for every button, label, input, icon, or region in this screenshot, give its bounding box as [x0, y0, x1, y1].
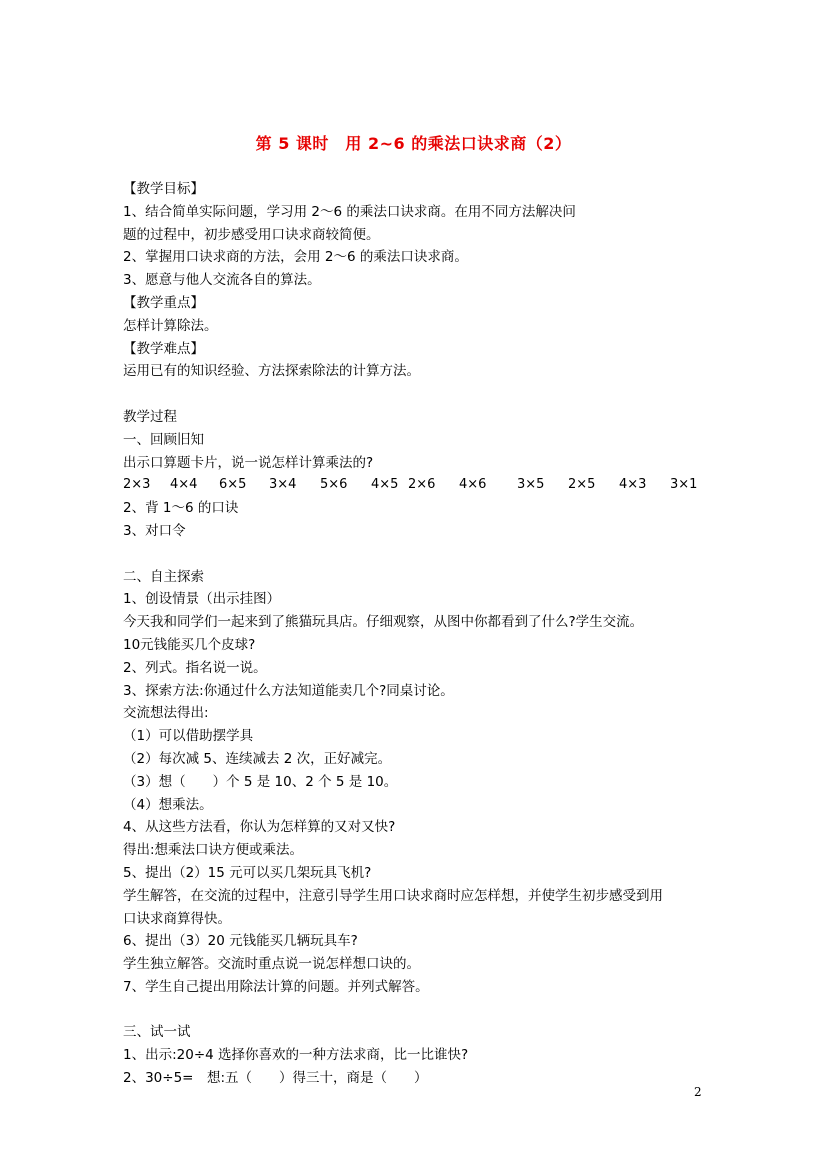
- review-intro: 出示口算题卡片，说一说怎样计算乘法的?: [123, 454, 374, 471]
- goals-heading: 【教学目标】: [123, 181, 204, 197]
- goal-line: 2、掌握用口诀求商的方法，会用 2～6 的乘法口诀求商。: [123, 249, 468, 266]
- explore-line: （2）每次减 5、连续减去 2 次，正好减完。: [123, 750, 392, 767]
- page-number: 2: [694, 1085, 702, 1099]
- explore-line: 7、学生自己提出用除法计算的问题。并列式解答。: [123, 978, 429, 995]
- expression: 2×3: [123, 477, 151, 493]
- explore-heading: 二、自主探索: [123, 568, 204, 585]
- expression: 2×5: [568, 477, 596, 493]
- explore-line: 10元钱能买几个皮球?: [123, 636, 256, 653]
- explore-line: 今天我和同学们一起来到了熊猫玩具店。仔细观察，从图中你都看到了什么?学生交流。: [123, 614, 644, 631]
- explore-line: 2、列式。指名说一说。: [123, 659, 267, 676]
- explore-line: （3）想（ ）个 5 是 10、2 个 5 是 10。: [123, 773, 398, 790]
- explore-line: 6、提出（3）20 元钱能买几辆玩具车?: [123, 933, 358, 950]
- explore-line: （1）可以借助摆学具: [123, 728, 254, 745]
- goal-line: 3、愿意与他人交流各自的算法。: [123, 272, 321, 289]
- explore-line: 口诀求商算得快。: [123, 910, 231, 927]
- blank-line: [123, 543, 723, 566]
- expression: 4×6: [459, 477, 487, 493]
- expression: 4×5: [371, 477, 399, 493]
- key-point-heading: 【教学重点】: [123, 294, 204, 311]
- review-heading: 一、回顾旧知: [123, 431, 204, 448]
- expression: 3×4: [269, 477, 297, 493]
- expression: 3×1: [670, 477, 698, 493]
- practice-heading: 三、试一试: [123, 1024, 191, 1041]
- review-item: 3、对口令: [123, 522, 186, 539]
- explore-line: 4、从这些方法看，你认为怎样算的又对又快?: [123, 819, 396, 836]
- explore-line: 学生独立解答。交流时重点说一说怎样想口诀的。: [123, 956, 420, 973]
- goal-line: 题的过程中，初步感受用口诀求商较简便。: [123, 226, 380, 243]
- expression: 6×5: [219, 477, 247, 493]
- review-item: 2、背 1～6 的口诀: [123, 500, 239, 517]
- lesson-title: 第 5 课时 用 2~6 的乘法口诀求商（2）: [255, 134, 572, 153]
- expression: 2×6: [408, 477, 436, 493]
- key-point-text: 怎样计算除法。: [123, 317, 218, 334]
- goal-line: 1、结合简单实际问题，学习用 2～6 的乘法口诀求商。在用不同方法解决问: [123, 203, 576, 220]
- explore-line: 1、创设情景（出示挂图）: [123, 591, 281, 608]
- expression: 4×4: [170, 477, 198, 493]
- explore-line: 得出:想乘法口诀方便或乘法。: [123, 842, 304, 859]
- explore-line: 交流想法得出:: [123, 705, 209, 722]
- mental-math-expressions: [123, 474, 723, 497]
- blank-line: [123, 999, 723, 1022]
- explore-line: 学生解答，在交流的过程中，注意引导学生用口诀求商时应怎样想，并使学生初步感受到用: [123, 887, 663, 904]
- lesson-body: [123, 178, 723, 1090]
- blank-line: [123, 383, 723, 406]
- process-heading: 教学过程: [123, 408, 177, 425]
- practice-line: 1、出示:20÷4 选择你喜欢的一种方法求商，比一比谁快?: [123, 1047, 469, 1064]
- expression: 5×6: [320, 477, 348, 493]
- expression: 4×3: [619, 477, 647, 493]
- practice-line: 2、30÷5= 想:五（ ）得三十，商是（ ）: [123, 1070, 428, 1087]
- expression: 3×5: [517, 477, 545, 493]
- difficulty-text: 运用已有的知识经验、方法探索除法的计算方法。: [123, 363, 420, 380]
- explore-line: 3、探索方法:你通过什么方法知道能卖几个?同桌讨论。: [123, 682, 454, 699]
- explore-line: 5、提出（2）15 元可以买几架玩具飞机?: [123, 864, 372, 881]
- difficulty-heading: 【教学难点】: [123, 340, 204, 357]
- explore-line: （4）想乘法。: [123, 796, 213, 813]
